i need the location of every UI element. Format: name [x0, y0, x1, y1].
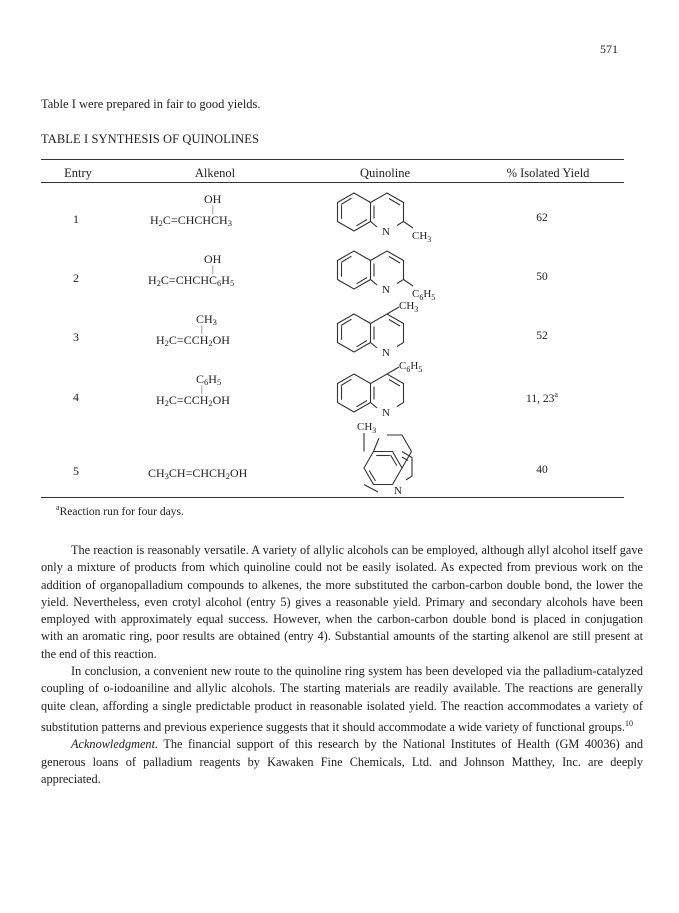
entry-number: 4 [73, 390, 79, 404]
page-number: 571 [600, 42, 618, 56]
quinoline-5-extras [357, 421, 412, 497]
alkenol-bond: | [201, 384, 203, 394]
quinoline-structure [364, 435, 412, 485]
quinoline-substituent: $CH_3$ [412, 230, 432, 244]
isolated-yield: 52 [536, 330, 548, 342]
entry-number: 5 [73, 464, 79, 478]
alkenol-formula: $CH_3CH=CHCH_2OH$ [148, 466, 248, 481]
nitrogen-label: N [382, 407, 390, 419]
isolated-yield: 11, 23$^a$ [526, 390, 558, 405]
entry-number: 3 [73, 330, 79, 344]
table-bottom-rule [41, 497, 624, 498]
alkenol-formula: $H_2C=CHCHC_6H_5$ [148, 273, 235, 288]
nitrogen-label: N [382, 284, 390, 296]
table-footnote: $^a$Reaction run for four days. [56, 503, 184, 518]
alkenol-formula: $H_2C=CCH_2OH$ [156, 333, 230, 348]
table-title: TABLE I SYNTHESIS OF QUINOLINES [41, 132, 260, 146]
alkenol-substituent: $CH_3$ [196, 312, 217, 327]
header-alkenol: Alkenol [194, 166, 236, 180]
quinoline-structure [338, 300, 419, 359]
alkenol-substituent: OH [204, 192, 222, 206]
isolated-yield: 40 [536, 464, 548, 476]
quinoline-substituent: $C_6H_5$ [399, 360, 423, 374]
paragraph: In conclusion, a convenient new route to the quinoline ring system has been developed via the palladium-catalyzed coupling of o-iodoaniline and allylic alcohols. The starting materials are readily available. The reactions are generally quite clean, affording a single predictable product in reasonable isolated yield. The reaction accommodates a variety of substitution patterns and previous experience suggests that it should accommodate a wide variety of functional groups.$^{10}$ [41, 664, 643, 735]
body-text [41, 542, 643, 788]
nitrogen-label: N [382, 347, 390, 359]
quinoline-substituent: $C_6H_5$ [412, 288, 436, 302]
paragraph: Acknowledgment. The financial support of this research by the National Institutes of Health (GM 40036) and generous loans of palladium reagents by Kawaken Fine Chemicals, Ltd. and Johnson Matthey, Inc. are deeply appreciated. [41, 737, 643, 786]
alkenol-substituent: OH [204, 252, 222, 266]
alkenol-formula: $H_2C=CCH_2OH$ [156, 393, 230, 408]
alkenol-substituent: $C_6H_5$ [196, 372, 222, 387]
alkenol-bond: | [201, 324, 203, 334]
quinoline-substituent: $CH_3$ [357, 421, 377, 435]
isolated-yield: 62 [536, 212, 548, 224]
lead-sentence: Table I were prepared in fair to good yields. [41, 97, 261, 111]
quinoline-structure [338, 193, 432, 244]
paragraph: The reaction is reasonably versatile. A variety of allylic alcohols can be employed, although allyl alcohol itself gave only a mixture of products from which quinoline could not be easily isolated. As expected from previous work on the addition of organopalladium compounds to alkenes, the more substituted the carbon-carbon double bond, the lower the yield. Nevertheless, even crotyl alcohol (entry 5) gives a reasonable yield. Primary and secondary alcohols have been employed with approximately equal success. However, when the carbon-carbon double bond is placed in conjugation with an aromatic ring, poor results are obtained (entry 4). Substantial amounts of the starting alkenol are still present at the end of this reaction. [41, 543, 643, 661]
nitrogen-label: N [382, 226, 390, 238]
alkenol-formula: $H_2C=CHCHCH_3$ [150, 213, 232, 228]
acknowledgment-label: Acknowledgment. [71, 737, 159, 752]
header-quinoline: Quinoline [360, 166, 410, 180]
quinoline-structure [338, 251, 436, 302]
entry-number: 1 [73, 212, 79, 226]
alkenol-bond: | [212, 264, 214, 274]
isolated-yield: 50 [536, 271, 548, 283]
header-yield: % Isolated Yield [506, 166, 590, 180]
quinoline-substituent: $CH_3$ [399, 300, 419, 314]
nitrogen-label: N [394, 485, 402, 497]
alkenol-bond: | [212, 204, 214, 214]
entry-number: 2 [73, 271, 79, 285]
quinoline-structure [338, 360, 423, 419]
header-entry: Entry [64, 166, 92, 180]
